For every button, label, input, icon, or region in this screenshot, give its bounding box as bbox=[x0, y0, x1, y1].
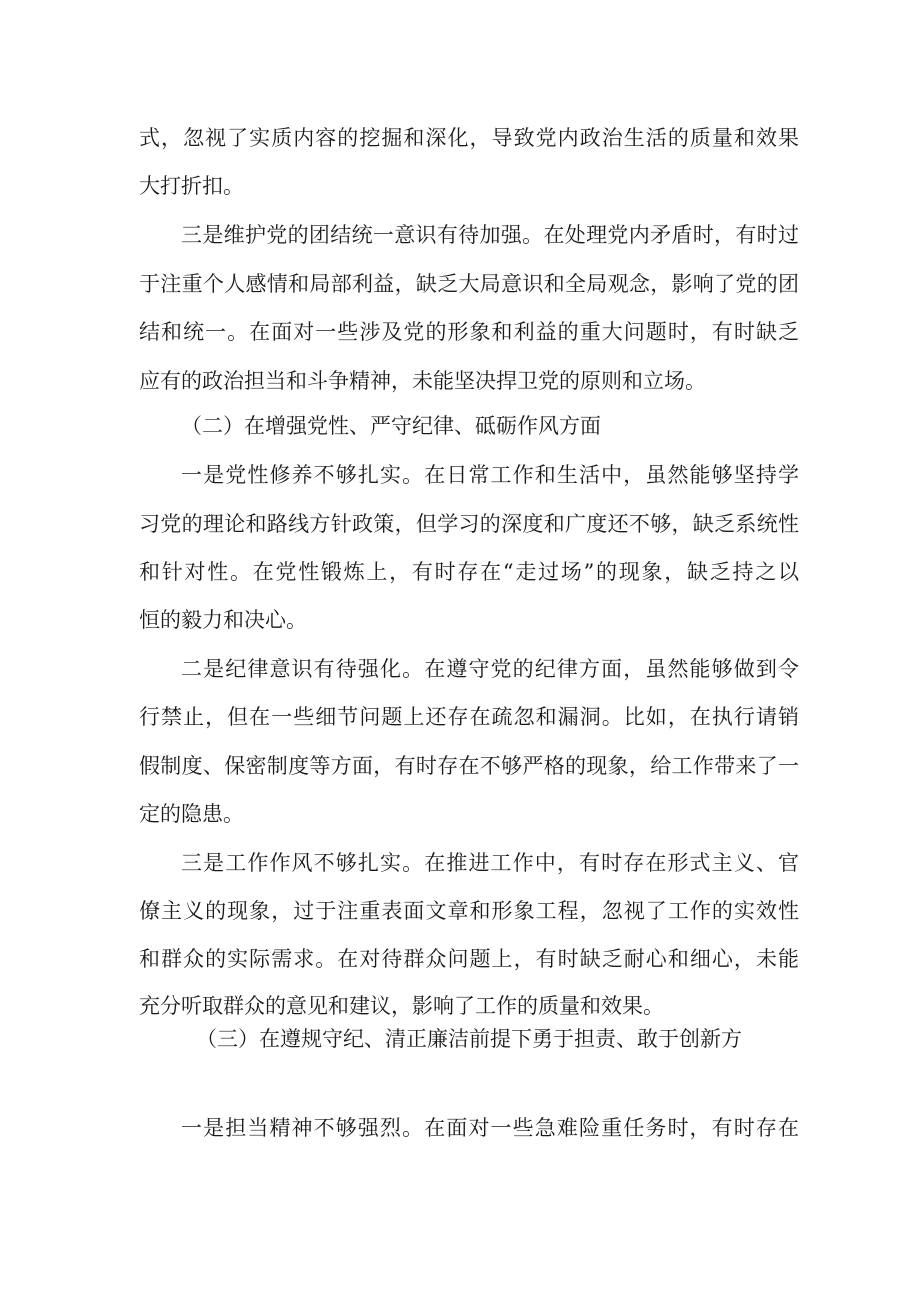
paragraph-line: 三是维护党的团结统一意识有待加强。在处理党内矛盾时，有时过 bbox=[181, 223, 799, 247]
paragraph-line: 应有的政治担当和斗争精神，未能坚决捍卫党的原则和立场。 bbox=[139, 369, 706, 393]
paragraph-line: 习党的理论和路线方针政策，但学习的深度和广度还不够，缺乏系统性 bbox=[139, 512, 799, 536]
paragraph-line: 式，忽视了实质内容的挖掘和深化，导致党内政治生活的质量和效果 bbox=[139, 126, 799, 150]
paragraph-line: 充分听取群众的意见和建议，影响了工作的质量和效果。 bbox=[139, 994, 664, 1018]
paragraph-line: 和针对性。在党性锻炼上，有时存在“走过场”的现象，缺乏持之以 bbox=[139, 560, 799, 584]
paragraph-line: 一是党性修养不够扎实。在日常工作和生活中，虽然能够坚持学 bbox=[181, 463, 799, 487]
paragraph-line: 僚主义的现象，过于注重表面文章和形象工程，忽视了工作的实效性 bbox=[139, 899, 799, 923]
paragraph-line: 假制度、保密制度等方面，有时存在不够严格的现象，给工作带来了一 bbox=[139, 754, 799, 778]
paragraph-line: 三是工作作风不够扎实。在推进工作中，有时存在形式主义、官 bbox=[181, 851, 799, 875]
paragraph-line: 定的隐患。 bbox=[139, 802, 244, 826]
paragraph-line: 一是担当精神不够强烈。在面对一些急难险重任务时，有时存在 bbox=[181, 1116, 799, 1140]
section-heading: （三）在遵规守纪、清正廉洁前提下勇于担责、敢于创新方 bbox=[196, 1027, 742, 1051]
paragraph-line: 二是纪律意识有待强化。在遵守党的纪律方面，虽然能够做到令 bbox=[181, 657, 799, 681]
paragraph-line: 行禁止，但在一些细节问题上还存在疏忽和漏洞。比如，在执行请销 bbox=[139, 705, 799, 729]
paragraph-line: 结和统一。在面对一些涉及党的形象和利益的重大问题时，有时缺乏 bbox=[139, 320, 799, 344]
paragraph-line: 大打折扣。 bbox=[139, 174, 244, 198]
section-heading: （二）在增强党性、严守纪律、砥砺作风方面 bbox=[181, 414, 601, 438]
paragraph-line: 和群众的实际需求。在对待群众问题上，有时缺乏耐心和细心，未能 bbox=[139, 947, 799, 971]
paragraph-line: 恒的毅力和决心。 bbox=[139, 608, 307, 632]
paragraph-line: 于注重个人感情和局部利益，缺乏大局意识和全局观念，影响了党的团 bbox=[139, 272, 799, 296]
